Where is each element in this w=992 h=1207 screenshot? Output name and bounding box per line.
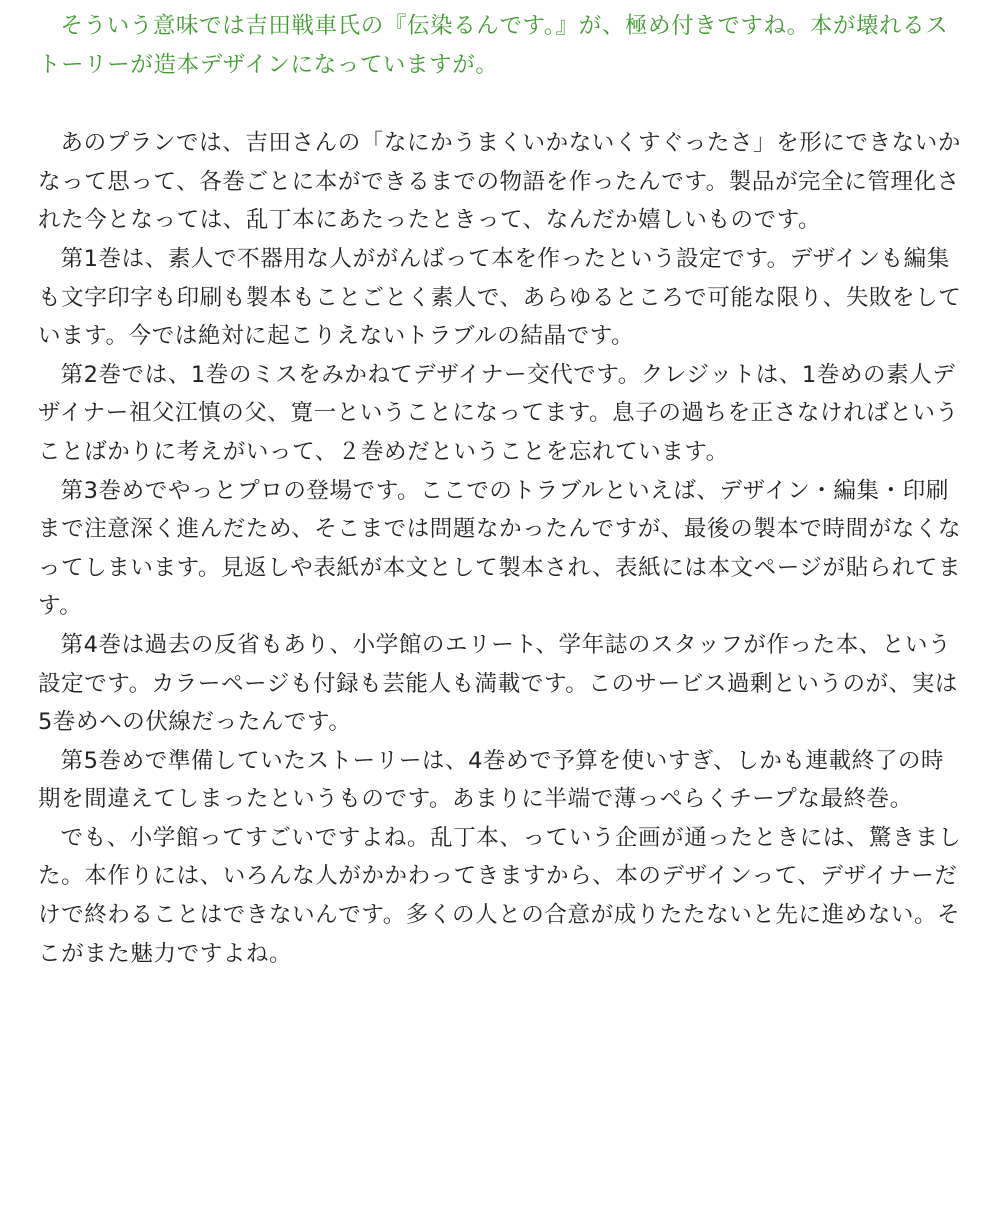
interviewee-answer [38,124,966,973]
interview-article [0,7,992,973]
answer-paragraph-volume-5: 第5巻めで準備していたストーリーは、4巻めで予算を使いすぎ、しかも連載終了の時期を間違えてしまったというものです。あまりに半端で薄っぺらくチープな最終巻。 [38,747,945,813]
answer-paragraph-1: あのプランでは、吉田さんの「なにかうまくいかないくすぐったさ」を形にできないかなって思って、各巻ごとに本ができるまでの物語を作ったんです。製品が完全に管理化された今となっては、乱丁本にあたったときって、なんだか嬉しいものです。 [38,130,961,234]
answer-paragraph-volume-4: 第4巻は過去の反省もあり、小学館のエリート、学年誌のスタッフが作った本、という設定です。カラーページも付録も芸能人も満載です。このサービス過剰というのが、実は5巻めへの伏線だったんです。 [38,631,958,736]
interviewer-question: そういう意味では吉田戦車氏の『伝染るんです。』が、極め付きですね。本が壊れるストーリーが造本デザインになっていますが。 [38,13,949,78]
answer-paragraph-volume-1: 第1巻は、素人で不器用な人ががんばって本を作ったという設定です。デザインも編集も文字印字も印刷も製本もことごとく素人で、あらゆるところで可能な限り、失敗をしています。今では絶対に起こりえないトラブルの結晶です。 [38,245,962,350]
answer-paragraph-closing: でも、小学館ってすごいですよね。乱丁本、っていう企画が通ったときには、驚きました。本作りには、いろんな人がかかわってきますから、本のデザインって、デザイナーだけで終わることはできないんです。多くの人との合意が成りたたないと先に進めない。そこがまた魅力ですよね。 [38,824,962,967]
answer-paragraph-volume-2: 第2巻では、1巻のミスをみかねてデザイナー交代です。クレジットは、1巻めの素人デザイナー祖父江慎の父、寛一ということになってます。息子の過ちを正さなければということばかりに考えがいって、２巻めだということを忘れています。 [38,361,959,465]
answer-paragraph-volume-3: 第3巻めでやっとプロの登場です。ここでのトラブルといえば、デザイン・編集・印刷まで注意深く進んだため、そこまでは問題なかったんですが、最後の製本で時間がなくなってしまいます。見返しや表紙が本文として製本され、表紙には本文ページが貼られてます。 [38,477,962,620]
question-answer-spacer [38,84,966,124]
